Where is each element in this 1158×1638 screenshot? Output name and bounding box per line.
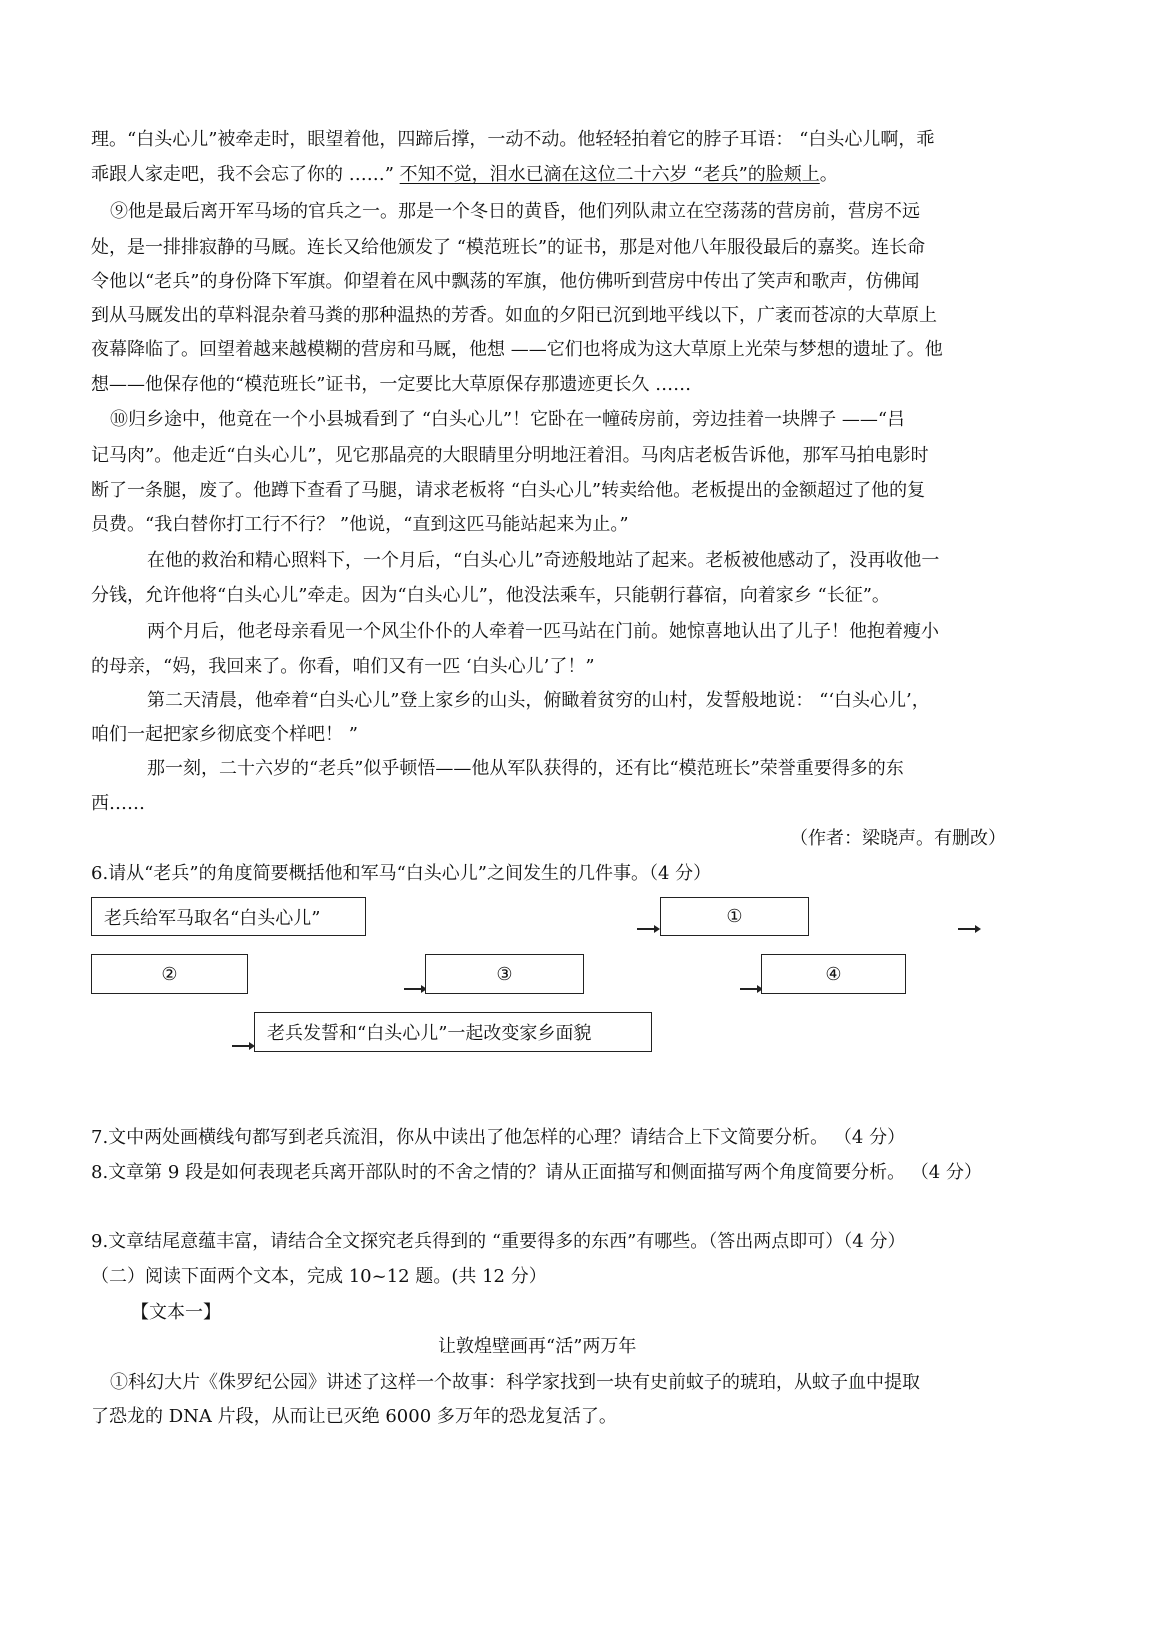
passage-line: 到从马厩发出的草料混杂着马粪的那种温热的芳香。如血的夕阳已沉到地平线以下，广袤而苍凉的大草原上 bbox=[91, 305, 937, 326]
flow-box-2: ② bbox=[91, 954, 248, 994]
passage-line: 记马肉”。他走近“白头心儿”，见它那晶亮的大眼睛里分明地汪着泪。马肉店老板告诉他，那军马拍电影时 bbox=[91, 445, 929, 466]
passage-line: ⑨他是最后离开军马场的官兵之一。那是一个冬日的黄昏，他们列队肃立在空荡荡的营房前，营房不远 bbox=[110, 201, 920, 222]
section-heading: （二）阅读下面两个文本，完成 10~12 题。(共 12 分） bbox=[91, 1266, 547, 1287]
author-credit: （作者：梁晓声。有删改） bbox=[790, 828, 1006, 849]
flow-arrow bbox=[404, 988, 422, 990]
passage-line: 理。“白头心儿”被牵走时，眼望着他，四蹄后撑，一动不动。他轻轻拍着它的脖子耳语： “白头心儿啊，乖 bbox=[91, 129, 935, 150]
question-7: 7.文中两处画横线句都写到老兵流泪，你从中读出了他怎样的心理？请结合上下文简要分析。 （4 分） bbox=[91, 1127, 906, 1148]
flow-box-start: 老兵给军马取名“白头心儿” bbox=[91, 897, 366, 936]
passage-line: 夜幕降临了。回望着越来越模糊的营房和马厩，他想 ——它们也将成为这大草原上光荣与梦想的遗址了。他 bbox=[91, 339, 943, 360]
passage-line: 令他以“老兵”的身份降下军旗。仰望着在风中飘荡的军旗，他仿佛听到营房中传出了笑声和歌声，仿佛闻 bbox=[91, 271, 920, 292]
passage-line: 咱们一起把家乡彻底变个样吧！ ” bbox=[91, 724, 358, 745]
flow-arrow bbox=[740, 988, 758, 990]
passage-line: 的母亲，“妈，我回来了。你看，咱们又有一匹 ‘白头心儿’了！” bbox=[91, 656, 595, 677]
passage-line: 想——他保存他的“模范班长”证书，一定要比大草原保存那遗迹更长久 …… bbox=[91, 374, 692, 395]
passage-text: 。 bbox=[819, 164, 838, 185]
flow-arrow bbox=[958, 928, 976, 930]
question-9: 9.文章结尾意蕴丰富，请结合全文探究老兵得到的 “重要得多的东西”有哪些。（答出两点即可）（4 分） bbox=[91, 1231, 906, 1252]
passage-line: 第二天清晨，他牵着“白头心儿”登上家乡的山头，俯瞰着贫穷的山村，发誓般地说： “‘白头心儿’， bbox=[147, 690, 930, 711]
text-label: 【文本一】 bbox=[131, 1302, 221, 1323]
flow-box-end: 老兵发誓和“白头心儿”一起改变家乡面貌 bbox=[254, 1012, 652, 1052]
passage-line: 处，是一排排寂静的马厩。连长又给他颁发了 “模范班长”的证书，那是对他八年服役最后的嘉奖。连长命 bbox=[91, 237, 926, 258]
flow-box-3: ③ bbox=[425, 954, 584, 994]
passage-line: 员费。“我白替你打工行不行？ ”他说，“直到这匹马能站起来为止。” bbox=[91, 514, 629, 535]
passage-line: ⑩归乡途中，他竟在一个小县城看到了 “白头心儿”！它卧在一幢砖房前，旁边挂着一块牌子 ——“吕 bbox=[110, 409, 906, 430]
passage-line: 西…… bbox=[91, 793, 145, 814]
flow-box-4: ④ bbox=[761, 954, 906, 994]
passage-text: 乖跟人家走吧，我不会忘了你的 ……” bbox=[91, 164, 400, 185]
article-title: 让敦煌壁画再“活”两万年 bbox=[438, 1336, 637, 1357]
passage-line: 在他的救治和精心照料下，一个月后，“白头心儿”奇迹般地站了起来。老板被他感动了，没再收他一 bbox=[147, 550, 940, 571]
flow-arrow bbox=[232, 1045, 250, 1047]
flow-arrow bbox=[637, 928, 655, 930]
passage-line: 断了一条腿，废了。他蹲下查看了马腿，请求老板将 “白头心儿”转卖给他。老板提出的金额超过了他的复 bbox=[91, 480, 926, 501]
passage-line: 那一刻，二十六岁的“老兵”似乎顿悟——他从军队获得的，还有比“模范班长”荣誉重要得多的东 bbox=[147, 758, 904, 779]
passage-line: ①科幻大片《侏罗纪公园》讲述了这样一个故事：科学家找到一块有史前蚊子的琥珀，从蚊子血中提取 bbox=[110, 1372, 920, 1393]
flow-box-1: ① bbox=[660, 897, 809, 936]
question-6: 6.请从“老兵”的角度简要概括他和军马“白头心儿”之间发生的几件事。（4 分） bbox=[91, 863, 712, 884]
passage-line bbox=[91, 163, 838, 187]
underlined-sentence: 不知不觉，泪水已滴在这位二十六岁 “老兵”的脸颊上 bbox=[399, 164, 820, 185]
passage-line: 两个月后，他老母亲看见一个风尘仆仆的人牵着一匹马站在门前。她惊喜地认出了儿子！他抱着瘦小 bbox=[147, 621, 939, 642]
question-8: 8.文章第 9 段是如何表现老兵离开部队时的不舍之情的？请从正面描写和侧面描写两个角度简要分析。 （4 分） bbox=[91, 1162, 982, 1183]
passage-line: 分钱，允许他将“白头心儿”牵走。因为“白头心儿”，他没法乘车，只能朝行暮宿，向着家乡 “长征”。 bbox=[91, 585, 890, 606]
passage-line: 了恐龙的 DNA 片段，从而让已灭绝 6000 多万年的恐龙复活了。 bbox=[91, 1406, 617, 1427]
